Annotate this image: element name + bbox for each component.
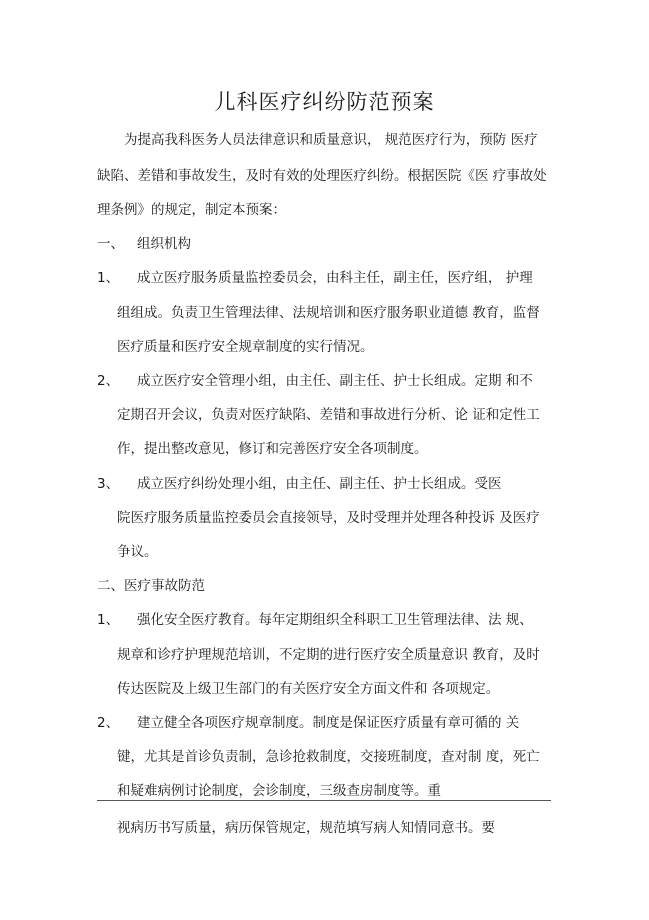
intro-line-2: 缺陷、差错和事故发生，及时有效的处理医疗纠纷。根据医院《医 疗事故处 <box>97 168 547 184</box>
s1-item3-line-2: 院医疗服务质量监控委员会直接领导，及时受理并处理各种投诉 及医疗 <box>117 510 540 526</box>
s1-item2-line-2: 定期召开会议，负责对医疗缺陷、差错和事故进行分析、论 证和定性工 <box>117 407 540 423</box>
horizontal-divider <box>97 800 551 801</box>
s2-item2-number: 2、 <box>97 715 120 731</box>
s1-item3-number: 3、 <box>97 476 120 492</box>
s1-item3-line-1: 成立医疗纠纷处理小组，由主任、副主任、护士长组成。受医 <box>137 476 502 492</box>
section1-number: 一、 <box>97 236 124 252</box>
s1-item1-line-3: 医疗质量和医疗安全规章制度的实行情况。 <box>117 339 374 355</box>
s1-item1-number: 1、 <box>97 270 120 286</box>
s2-item2-line-2: 键，尤其是首诊负责制，急诊抢救制度，交接班制度，查对制 度，死亡 <box>117 749 540 765</box>
s2-item1-line-3: 传达医院及上级卫生部门的有关医疗安全方面文件和 各项规定。 <box>117 681 500 697</box>
s2-item1-number: 1、 <box>97 612 120 628</box>
intro-line-1: 为提高我科医务人员法律意识和质量意识， 规范医疗行为，预防 医疗 <box>124 132 538 148</box>
s1-item2-number: 2、 <box>97 373 120 389</box>
s1-item2-line-1: 成立医疗安全管理小组，由主任、副主任、护士长组成。定期 和不 <box>137 373 533 389</box>
s2-item2-line-3: 和疑难病例讨论制度，会诊制度，三级查房制度等。重 <box>117 783 441 799</box>
s2-item1-line-1: 强化安全医疗教育。每年定期组织全科职工卫生管理法律、法 规、 <box>137 612 533 628</box>
s1-item1-line-1: 成立医疗服务质量监控委员会，由科主任，副主任，医疗组， 护理 <box>137 270 533 286</box>
section1-heading: 组织机构 <box>137 236 191 252</box>
s1-item3-line-3: 争议。 <box>117 544 158 560</box>
intro-line-3: 理条例》的规定，制定本预案： <box>97 202 286 218</box>
s1-item2-line-3: 作，提出整改意见，修订和完善医疗安全各项制度。 <box>117 441 428 457</box>
page-title: 儿科医疗纠纷防范预案 <box>214 90 435 114</box>
s2-item2-line-1: 建立健全各项医疗规章制度。制度是保证医疗质量有章可循的 关 <box>137 715 520 731</box>
s2-item1-line-2: 规章和诊疗护理规范培训，不定期的进行医疗安全质量意识 教育，及时 <box>117 647 540 663</box>
s2-item2-line-4: 视病历书写质量，病历保管规定，规范填写病人知情同意书。要 <box>117 820 495 836</box>
section2-heading: 二、医疗事故防范 <box>97 578 205 594</box>
s1-item1-line-2: 组组成。负责卫生管理法律、法规培训和医疗服务职业道德 教育，监督 <box>117 305 540 321</box>
